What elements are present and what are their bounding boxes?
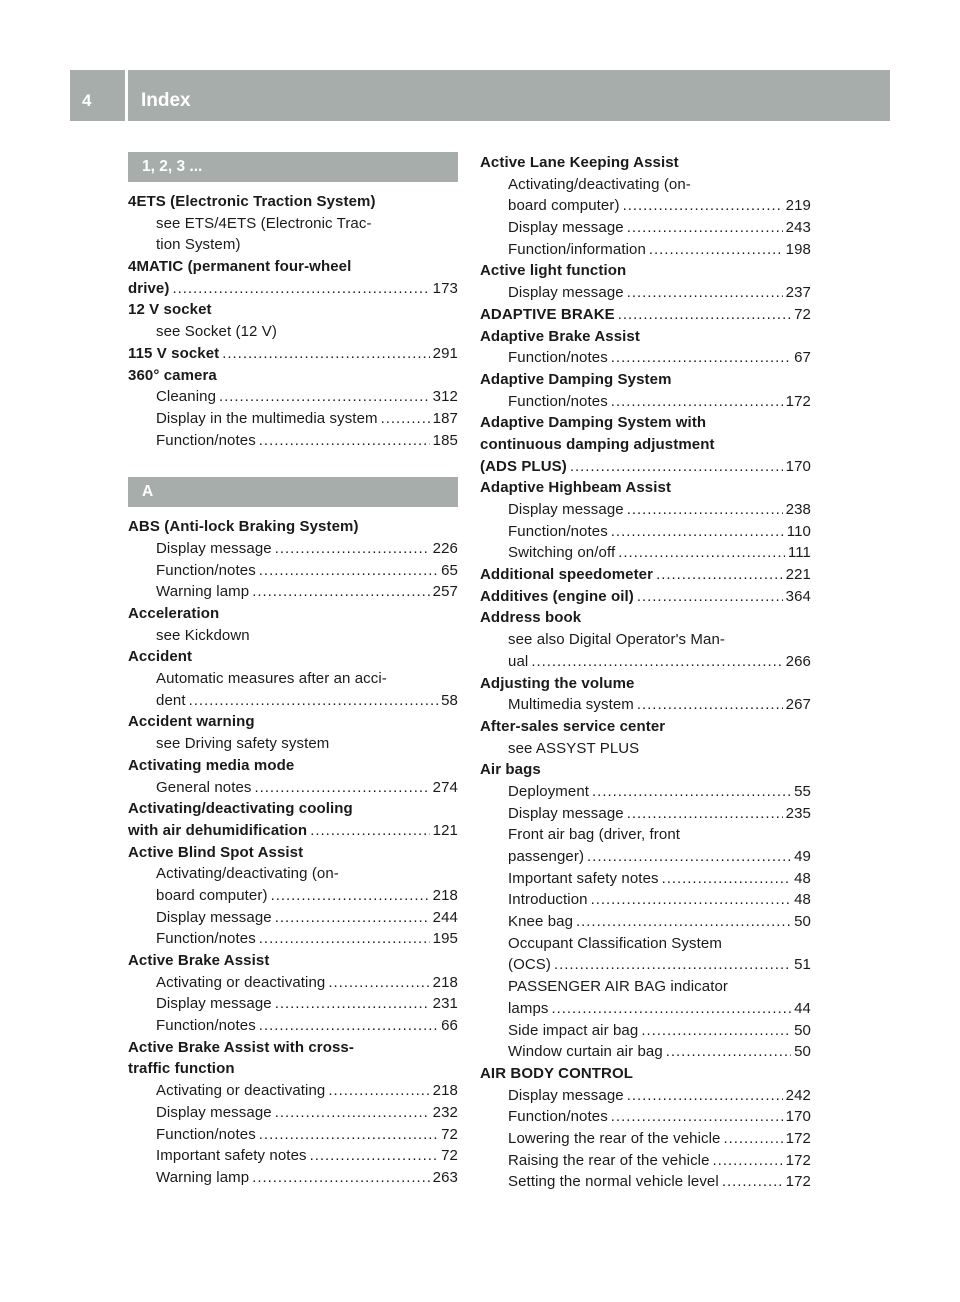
- dot-leader: [722, 1171, 783, 1193]
- entry-text: Deployment: [508, 782, 590, 800]
- entry-text: Window curtain air bag: [508, 1043, 663, 1061]
- index-entry: [480, 260, 811, 282]
- index-subentry: [128, 213, 458, 235]
- index-entry: [128, 842, 458, 864]
- index-subentry: [128, 1015, 458, 1037]
- page-reference[interactable]: 244: [432, 908, 458, 926]
- entry-text: Front air bag (driver, front: [508, 826, 681, 844]
- index-column-left: [128, 152, 458, 1189]
- page-reference[interactable]: 72: [441, 1147, 458, 1165]
- dot-leader: [627, 499, 783, 521]
- index-subentry: [480, 694, 811, 716]
- page-reference[interactable]: 172: [785, 1173, 811, 1191]
- entry-text: Adaptive Damping System: [480, 370, 672, 388]
- entry-text: Air bags: [480, 761, 541, 779]
- entry-text: see ASSYST PLUS: [508, 739, 640, 757]
- index-subentry: [480, 889, 811, 911]
- dot-leader: [252, 581, 429, 603]
- index-subentry: [128, 733, 458, 755]
- dot-leader: [611, 1106, 783, 1128]
- index-entry: [128, 278, 458, 300]
- dot-leader: [623, 195, 783, 217]
- page-reference[interactable]: 72: [441, 1125, 458, 1143]
- entry-text: Function/notes: [156, 561, 256, 579]
- index-entry: [480, 326, 811, 348]
- dot-leader: [222, 343, 429, 365]
- page-reference[interactable]: 198: [785, 240, 811, 258]
- entry-text: ABS (Anti-lock Braking System): [128, 518, 359, 536]
- dot-leader: [592, 781, 791, 803]
- entry-text: Switching on/off: [508, 544, 616, 562]
- index-entry: [128, 755, 458, 777]
- page-reference[interactable]: 221: [785, 566, 811, 584]
- index-subentry: [128, 408, 458, 430]
- page-reference[interactable]: 235: [785, 804, 811, 822]
- page-reference[interactable]: 219: [785, 197, 811, 215]
- index-entry: [480, 1063, 811, 1085]
- index-entry: [128, 365, 458, 387]
- index-subentry: [128, 1145, 458, 1167]
- index-column-right: [480, 152, 811, 1193]
- page-reference[interactable]: 267: [785, 696, 811, 714]
- entry-text: lamps: [508, 999, 549, 1017]
- index-subentry: [480, 629, 811, 651]
- entry-text: Active light function: [480, 262, 627, 280]
- page-reference[interactable]: 44: [794, 999, 811, 1017]
- page-reference[interactable]: 266: [785, 652, 811, 670]
- index-subentry: [480, 217, 811, 239]
- entry-text: 12 V socket: [128, 301, 212, 319]
- entry-text: Additives (engine oil): [480, 587, 634, 605]
- entry-text: Acceleration: [128, 605, 220, 622]
- entry-text: Activating/deactivating (on-: [156, 865, 339, 883]
- index-subentry: [480, 239, 811, 261]
- index-subentry: [480, 542, 811, 564]
- entry-text: General notes: [156, 778, 252, 796]
- dot-leader: [259, 1124, 438, 1146]
- page-reference[interactable]: 172: [785, 392, 811, 410]
- index-entry: [480, 304, 811, 326]
- index-subentry: [128, 885, 458, 907]
- entry-text: Lowering the rear of the vehicle: [508, 1129, 721, 1147]
- page-reference[interactable]: 170: [785, 1108, 811, 1126]
- page-reference[interactable]: 185: [432, 431, 458, 449]
- index-subentry: [128, 234, 458, 256]
- index-entry: [128, 343, 458, 365]
- dot-leader: [627, 217, 783, 239]
- index-entry: [128, 646, 458, 668]
- section-spacer: [128, 507, 458, 516]
- page-reference[interactable]: 218: [432, 1082, 458, 1100]
- page-reference[interactable]: 121: [432, 821, 458, 839]
- dot-leader: [310, 1145, 438, 1167]
- page-reference[interactable]: 55: [794, 782, 811, 800]
- dot-leader: [666, 1041, 791, 1063]
- entry-text: After-sales service center: [480, 717, 666, 735]
- entry-text: Activating media mode: [128, 756, 295, 774]
- index-subentry: [128, 690, 458, 712]
- page-reference[interactable]: 187: [432, 409, 458, 427]
- entry-text: Warning lamp: [156, 583, 250, 601]
- entry-text: (OCS): [508, 956, 551, 974]
- page-reference[interactable]: 231: [432, 995, 458, 1013]
- entry-text: see Kickdown: [156, 626, 250, 644]
- index-subentry: [128, 430, 458, 452]
- index-subentry: [128, 321, 458, 343]
- page-reference[interactable]: 238: [785, 501, 811, 518]
- entry-text: 360° camera: [128, 366, 217, 384]
- dot-leader: [552, 998, 792, 1020]
- entry-text: Activating or deactivating: [156, 973, 326, 991]
- entry-text: Display message: [156, 995, 272, 1013]
- entry-text: Function/notes: [508, 1108, 608, 1126]
- page-reference[interactable]: 170: [785, 457, 811, 475]
- page-reference[interactable]: 50: [794, 913, 811, 931]
- index-subentry: [128, 928, 458, 950]
- dot-leader: [259, 430, 430, 452]
- entry-text: Introduction: [508, 891, 588, 909]
- entry-text: Additional speedometer: [480, 566, 654, 584]
- dot-leader: [618, 304, 791, 326]
- index-subentry: [480, 651, 811, 673]
- dot-leader: [259, 928, 430, 950]
- index-subentry: [480, 1020, 811, 1042]
- index-subentry: [128, 1167, 458, 1189]
- page-reference[interactable]: 218: [432, 973, 458, 991]
- page-reference[interactable]: 218: [432, 886, 458, 904]
- entry-text: Function/notes: [508, 522, 608, 540]
- index-subentry: [480, 347, 811, 369]
- index-subentry: [480, 499, 811, 521]
- section-spacer: [128, 182, 458, 191]
- entry-text: see Driving safety system: [156, 735, 330, 753]
- index-entry: [480, 477, 811, 499]
- dot-leader: [189, 690, 439, 712]
- dot-leader: [554, 954, 791, 976]
- entry-text: Cleaning: [156, 388, 217, 406]
- index-subentry: [480, 391, 811, 413]
- page-reference[interactable]: 49: [794, 848, 811, 865]
- index-subentry: [480, 195, 811, 217]
- index-subentry: [480, 282, 811, 304]
- index-subentry: [480, 1150, 811, 1172]
- index-subentry: [128, 581, 458, 603]
- index-entry: [128, 256, 458, 278]
- dot-leader: [637, 586, 783, 608]
- page-reference[interactable]: 173: [432, 279, 458, 297]
- dot-leader: [611, 391, 783, 413]
- entry-text: Activating/deactivating (on-: [508, 175, 691, 193]
- page-reference[interactable]: 50: [794, 1043, 811, 1061]
- index-entry: [128, 711, 458, 733]
- index-entry: [480, 369, 811, 391]
- index-entry: [480, 152, 811, 174]
- index-subentry: [480, 1171, 811, 1193]
- entry-text: Function/notes: [156, 930, 256, 948]
- dot-leader: [259, 560, 438, 582]
- header-divider: [125, 70, 128, 121]
- entry-text: 4ETS (Electronic Traction System): [128, 193, 376, 210]
- dot-leader: [649, 239, 783, 261]
- dot-leader: [259, 1015, 438, 1037]
- index-subentry: [480, 911, 811, 933]
- entry-text: AIR BODY CONTROL: [480, 1064, 633, 1082]
- entry-text: Multimedia system: [508, 696, 634, 714]
- entry-text: passenger): [508, 848, 585, 865]
- index-subentry: [480, 1128, 811, 1150]
- page-reference[interactable]: 51: [794, 956, 811, 974]
- dot-leader: [328, 972, 429, 994]
- index-subentry: [480, 868, 811, 890]
- index-subentry: [480, 521, 811, 543]
- index-entry: [128, 191, 458, 213]
- index-entry: [480, 586, 811, 608]
- page-reference[interactable]: 237: [785, 284, 811, 302]
- page-number: 4: [82, 91, 92, 110]
- index-subentry: [480, 1041, 811, 1063]
- dot-leader: [724, 1128, 783, 1150]
- dot-leader: [611, 347, 791, 369]
- index-entry: [480, 716, 811, 738]
- index-entry: [480, 673, 811, 695]
- dot-leader: [627, 803, 783, 825]
- entry-text: Display message: [508, 1086, 624, 1104]
- entry-text: Active Lane Keeping Assist: [480, 154, 679, 171]
- index-entry: [480, 434, 811, 456]
- entry-text: Important safety notes: [156, 1147, 307, 1165]
- page-reference[interactable]: 291: [432, 344, 458, 362]
- index-entry: [480, 456, 811, 478]
- dot-leader: [656, 564, 783, 586]
- entry-text: Side impact air bag: [508, 1021, 639, 1039]
- entry-text: board computer): [508, 197, 620, 215]
- page-header: [70, 70, 890, 121]
- index-subentry: [128, 1080, 458, 1102]
- dot-leader: [252, 1167, 429, 1189]
- entry-text: Knee bag: [508, 913, 574, 931]
- index-subentry: [480, 954, 811, 976]
- entry-text: see Socket (12 V): [156, 323, 277, 341]
- entry-text: Active Blind Spot Assist: [128, 843, 304, 861]
- index-subentry: [480, 1085, 811, 1107]
- index-entry: [480, 759, 811, 781]
- index-entry: [128, 798, 458, 820]
- dot-leader: [275, 538, 430, 560]
- dot-leader: [172, 278, 429, 300]
- entry-text: Warning lamp: [156, 1168, 250, 1186]
- dot-leader: [219, 386, 430, 408]
- entry-text: PASSENGER AIR BAG indicator: [508, 978, 729, 996]
- index-subentry: [128, 1124, 458, 1146]
- entry-text: board computer): [156, 886, 268, 904]
- entry-text: Display message: [156, 1103, 272, 1121]
- dot-leader: [591, 889, 792, 911]
- dot-leader: [618, 542, 785, 564]
- entry-text: Display message: [508, 804, 624, 822]
- section-header-a: A: [128, 477, 458, 507]
- entry-text: tion System): [156, 236, 241, 254]
- index-entry: [128, 516, 458, 538]
- entry-text: see ETS/4ETS (Electronic Trac-: [156, 214, 372, 232]
- entry-text: Activating or deactivating: [156, 1082, 326, 1100]
- entry-text: (ADS PLUS): [480, 457, 567, 475]
- entry-text: Display message: [508, 501, 624, 518]
- dot-leader: [310, 820, 429, 842]
- entry-text: Function/information: [508, 240, 646, 258]
- index-entry: [128, 1037, 458, 1059]
- entry-text: Function/notes: [156, 1125, 256, 1143]
- page-reference[interactable]: 364: [785, 587, 811, 605]
- index-subentry: [128, 907, 458, 929]
- index-subentry: [480, 803, 811, 825]
- entry-text: Accident: [128, 648, 193, 666]
- dot-leader: [611, 521, 784, 543]
- page-reference[interactable]: 172: [785, 1129, 811, 1147]
- page-reference[interactable]: 195: [432, 930, 458, 948]
- index-entry: [128, 950, 458, 972]
- dot-leader: [713, 1150, 783, 1172]
- entry-text: 115 V socket: [128, 344, 220, 362]
- entry-text: Address book: [480, 609, 582, 627]
- index-entry: [128, 603, 458, 625]
- dot-leader: [328, 1080, 429, 1102]
- page-reference[interactable]: 72: [794, 305, 811, 323]
- entry-text: Adaptive Highbeam Assist: [480, 479, 672, 497]
- entry-text: with air dehumidification: [128, 821, 308, 839]
- entry-text: Function/notes: [156, 1017, 256, 1035]
- page-reference[interactable]: 257: [432, 583, 458, 601]
- entry-text: Active Brake Assist: [128, 952, 270, 969]
- page-reference[interactable]: 48: [794, 869, 811, 887]
- entry-text: 4MATIC (permanent four-wheel: [128, 258, 352, 276]
- page-reference[interactable]: 243: [785, 219, 811, 237]
- dot-leader: [275, 907, 430, 929]
- dot-leader: [662, 868, 791, 890]
- dot-leader: [627, 282, 783, 304]
- entry-text: drive): [128, 279, 170, 297]
- index-subentry: [128, 777, 458, 799]
- index-subentry: [128, 625, 458, 647]
- dot-leader: [275, 1102, 430, 1124]
- page-title: Index: [141, 90, 191, 111]
- index-entry: [128, 820, 458, 842]
- index-subentry: [128, 863, 458, 885]
- entry-text: Function/notes: [156, 431, 256, 449]
- entry-text: Display in the multimedia system: [156, 409, 378, 427]
- entry-text: Adjusting the volume: [480, 674, 635, 692]
- page-reference[interactable]: 263: [432, 1168, 458, 1186]
- index-subentry: [480, 1106, 811, 1128]
- dot-leader: [531, 651, 782, 673]
- dot-leader: [381, 408, 430, 430]
- index-subentry: [480, 933, 811, 955]
- dot-leader: [255, 777, 430, 799]
- entry-text: Accident warning: [128, 713, 255, 731]
- entry-text: Function/notes: [508, 349, 608, 367]
- index-subentry: [128, 972, 458, 994]
- entry-text: Important safety notes: [508, 869, 659, 887]
- dot-leader: [570, 456, 783, 478]
- entry-text: Activating/deactivating cooling: [128, 800, 353, 818]
- dot-leader: [587, 846, 791, 868]
- index-entry: [480, 607, 811, 629]
- index-entry: [480, 412, 811, 434]
- page-reference[interactable]: 58: [441, 691, 458, 709]
- dot-leader: [641, 1020, 791, 1042]
- entry-text: Display message: [508, 284, 624, 302]
- section-header-1-2-3: 1, 2, 3 ...: [128, 152, 458, 182]
- page-reference[interactable]: 48: [794, 891, 811, 909]
- dot-leader: [576, 911, 791, 933]
- index-subentry: [128, 993, 458, 1015]
- entry-text: traffic function: [128, 1060, 235, 1078]
- index-subentry: [480, 846, 811, 868]
- entry-text: continuous damping adjustment: [480, 435, 715, 453]
- page-reference[interactable]: 50: [794, 1021, 811, 1039]
- page-reference[interactable]: 226: [432, 539, 458, 557]
- index-entry: [128, 1058, 458, 1080]
- entry-text: ADAPTIVE BRAKE: [480, 305, 615, 323]
- page-reference[interactable]: 111: [787, 544, 811, 562]
- page-reference[interactable]: 66: [441, 1017, 458, 1035]
- index-subentry: [480, 738, 811, 760]
- page-reference[interactable]: 110: [786, 522, 811, 540]
- index-entry: [480, 564, 811, 586]
- page-reference[interactable]: 67: [794, 349, 811, 367]
- index-subentry: [480, 781, 811, 803]
- dot-leader: [275, 993, 430, 1015]
- entry-text: Display message: [156, 908, 272, 926]
- entry-text: ual: [508, 652, 529, 670]
- index-subentry: [480, 824, 811, 846]
- page-reference[interactable]: 274: [432, 778, 458, 796]
- entry-text: Automatic measures after an acci-: [156, 670, 387, 688]
- entry-text: Adaptive Brake Assist: [480, 327, 640, 345]
- index-subentry: [128, 386, 458, 408]
- page-reference[interactable]: 65: [441, 561, 458, 579]
- entry-text: Active Brake Assist with cross-: [128, 1038, 354, 1056]
- dot-leader: [271, 885, 430, 907]
- page-reference[interactable]: 242: [785, 1086, 811, 1104]
- entry-text: see also Digital Operator's Man-: [508, 631, 725, 649]
- entry-text: Display message: [508, 219, 624, 237]
- index-subentry: [128, 1102, 458, 1124]
- page-reference[interactable]: 232: [432, 1103, 458, 1121]
- dot-leader: [627, 1085, 783, 1107]
- index-subentry: [480, 976, 811, 998]
- page-reference[interactable]: 172: [785, 1151, 811, 1169]
- index-subentry: [480, 998, 811, 1020]
- dot-leader: [637, 694, 783, 716]
- entry-text: dent: [156, 691, 186, 709]
- entry-text: Setting the normal vehicle level: [508, 1173, 719, 1191]
- index-subentry: [480, 174, 811, 196]
- entry-text: Display message: [156, 539, 272, 557]
- entry-text: Adaptive Damping System with: [480, 414, 707, 432]
- index-subentry: [128, 538, 458, 560]
- index-subentry: [128, 668, 458, 690]
- index-subentry: [128, 560, 458, 582]
- entry-text: Function/notes: [508, 392, 608, 410]
- entry-text: Occupant Classification System: [508, 934, 722, 952]
- entry-text: Raising the rear of the vehicle: [508, 1151, 710, 1169]
- index-entry: [128, 299, 458, 321]
- page-reference[interactable]: 312: [432, 388, 458, 406]
